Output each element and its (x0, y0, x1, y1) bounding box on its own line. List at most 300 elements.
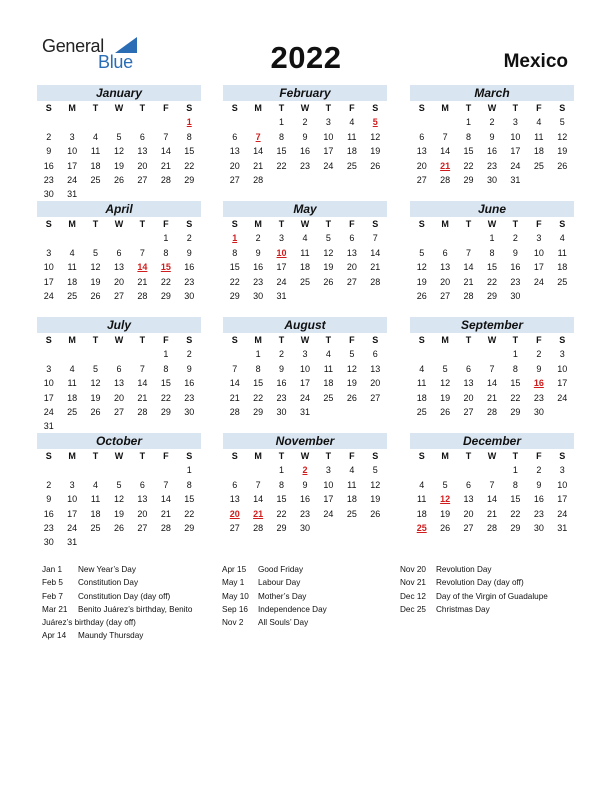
empty-day-cell (37, 347, 60, 361)
day-cell: 23 (510, 276, 521, 287)
weekday-label: F (349, 103, 355, 113)
empty-day-cell (60, 347, 83, 361)
day-cell: 4 (559, 233, 565, 244)
day-cell: 22 (160, 392, 171, 403)
day-cell: 6 (419, 131, 425, 142)
day-cell: 17 (510, 146, 521, 157)
day-cell: 18 (416, 508, 427, 519)
holiday-name: Revolution Day (day off) (436, 578, 524, 588)
holiday-entry (42, 629, 220, 642)
day-cell: 22 (510, 508, 521, 519)
holiday-entry (222, 603, 398, 616)
day-cell: 3 (536, 233, 542, 244)
day-cell: 29 (463, 174, 474, 185)
day-cell: 10 (533, 247, 544, 258)
weekday-label: T (465, 451, 472, 461)
day-cell: 29 (229, 290, 240, 301)
day-cell: 22 (229, 276, 240, 287)
day-cell: 13 (137, 146, 148, 157)
day-cell: 2 (536, 465, 542, 476)
day-cell: 29 (253, 406, 264, 417)
month-february (223, 85, 387, 187)
day-cell: 9 (279, 363, 285, 374)
day-cell: 5 (349, 349, 355, 360)
weekday-label: S (559, 219, 566, 229)
day-cell: 3 (325, 465, 331, 476)
day-cell: 16 (43, 508, 54, 519)
day-cell: 6 (232, 479, 238, 490)
week-row (223, 521, 387, 535)
day-cell: 5 (93, 363, 99, 374)
holiday-name: All Souls’ Day (258, 618, 309, 628)
day-cell: 4 (302, 233, 308, 244)
week-row (37, 115, 201, 129)
holiday-day-cell: 21 (440, 160, 451, 171)
day-cell: 24 (323, 508, 334, 519)
weekday-label: F (163, 335, 169, 345)
day-cell: 29 (160, 406, 171, 417)
week-row (223, 478, 387, 492)
day-cell: 6 (116, 247, 122, 258)
day-cell: 8 (512, 363, 518, 374)
day-cell: 26 (440, 406, 451, 417)
day-cell: 1 (512, 349, 518, 360)
day-cell: 16 (184, 378, 195, 389)
day-cell: 11 (534, 131, 544, 142)
week-row (223, 130, 387, 144)
day-cell: 5 (93, 247, 99, 258)
day-cell: 24 (299, 392, 310, 403)
week-row (37, 289, 201, 303)
weekday-label: W (487, 103, 497, 113)
weekday-label: S (372, 219, 379, 229)
week-row (223, 289, 387, 303)
day-cell: 27 (137, 174, 148, 185)
weekday-label: S (372, 103, 379, 113)
week-row (410, 405, 574, 419)
month-title: October (37, 433, 201, 449)
week-row (410, 159, 574, 173)
day-cell: 5 (116, 479, 122, 490)
day-cell: 8 (163, 247, 169, 258)
day-cell: 12 (90, 262, 101, 273)
day-cell: 29 (184, 522, 195, 533)
day-cell: 7 (232, 363, 238, 374)
day-cell: 23 (184, 276, 195, 287)
day-cell: 28 (486, 406, 497, 417)
empty-day-cell (223, 115, 246, 129)
day-cell: 23 (43, 174, 54, 185)
week-row (410, 115, 574, 129)
week-row (37, 130, 201, 144)
day-cell: 19 (90, 392, 101, 403)
week-row (37, 419, 201, 433)
holiday-day-cell: 16 (533, 378, 544, 389)
month-october (37, 433, 201, 550)
day-cell: 2 (255, 233, 261, 244)
day-cell: 3 (302, 349, 308, 360)
day-cell: 1 (489, 233, 495, 244)
day-cell: 8 (186, 131, 192, 142)
day-cell: 22 (160, 276, 171, 287)
day-cell: 6 (139, 479, 145, 490)
weekday-header (37, 449, 201, 463)
day-cell: 14 (486, 378, 497, 389)
day-cell: 14 (253, 146, 264, 157)
week-row (223, 159, 387, 173)
day-cell: 22 (253, 392, 264, 403)
day-cell: 27 (113, 290, 124, 301)
weekday-header (410, 333, 574, 347)
day-cell: 26 (416, 290, 427, 301)
day-cell: 20 (137, 160, 148, 171)
week-row (37, 347, 201, 361)
day-cell: 15 (486, 262, 497, 273)
day-cell: 3 (69, 131, 75, 142)
holiday-day-cell: 1 (232, 233, 238, 244)
day-cell: 8 (232, 247, 238, 258)
weekday-label: T (512, 219, 519, 229)
day-cell: 18 (346, 146, 357, 157)
empty-day-cell (246, 463, 269, 477)
day-cell: 9 (489, 131, 495, 142)
weekday-label: W (300, 335, 310, 345)
day-cell: 4 (69, 363, 75, 374)
day-cell: 25 (416, 406, 427, 417)
weekday-label: T (92, 219, 99, 229)
day-cell: 6 (232, 131, 238, 142)
holiday-entry (400, 576, 580, 589)
day-cell: 31 (67, 537, 78, 548)
weekday-label: M (441, 219, 449, 229)
holiday-day-cell: 12 (440, 494, 451, 505)
day-cell: 10 (67, 146, 78, 157)
weekday-label: S (559, 335, 566, 345)
weekday-label: S (186, 335, 193, 345)
day-cell: 3 (512, 117, 518, 128)
day-cell: 26 (370, 508, 381, 519)
day-cell: 15 (510, 494, 521, 505)
day-cell: 3 (69, 479, 75, 490)
holiday-list-column-1 (42, 563, 220, 643)
day-cell: 6 (372, 349, 378, 360)
empty-day-cell (84, 115, 107, 129)
empty-day-cell (107, 347, 130, 361)
day-cell: 24 (510, 160, 521, 171)
day-cell: 23 (533, 392, 544, 403)
weekday-header (223, 101, 387, 115)
week-row (410, 391, 574, 405)
week-row (223, 173, 387, 187)
holiday-date: Jan 1 (42, 565, 63, 574)
empty-day-cell (60, 463, 83, 477)
day-cell: 13 (229, 146, 240, 157)
week-row (37, 173, 201, 187)
day-cell: 10 (43, 378, 54, 389)
day-cell: 15 (184, 494, 195, 505)
day-cell: 7 (372, 233, 378, 244)
day-cell: 22 (184, 160, 195, 171)
day-cell: 2 (46, 479, 52, 490)
day-cell: 17 (557, 378, 568, 389)
day-cell: 27 (229, 522, 240, 533)
day-cell: 25 (533, 160, 544, 171)
weekday-label: F (349, 335, 355, 345)
day-cell: 31 (510, 174, 521, 185)
day-cell: 10 (299, 363, 310, 374)
day-cell: 30 (276, 406, 287, 417)
weekday-label: M (68, 103, 76, 113)
day-cell: 16 (253, 262, 264, 273)
day-cell: 17 (533, 262, 544, 273)
holiday-entry (400, 563, 580, 576)
weekday-label: M (68, 335, 76, 345)
day-cell: 21 (486, 508, 497, 519)
day-cell: 31 (299, 406, 310, 417)
day-cell: 19 (557, 146, 568, 157)
weekday-label: S (559, 103, 566, 113)
day-cell: 13 (137, 494, 148, 505)
week-row (410, 507, 574, 521)
week-row (223, 405, 387, 419)
day-cell: 31 (43, 421, 54, 432)
day-cell: 6 (349, 233, 355, 244)
day-cell: 3 (46, 363, 52, 374)
day-cell: 28 (463, 290, 474, 301)
weekday-label: S (186, 451, 193, 461)
day-cell: 8 (512, 479, 518, 490)
week-row (410, 492, 574, 506)
weekday-label: T (465, 103, 472, 113)
month-march (410, 85, 574, 187)
week-row (37, 405, 201, 419)
holiday-date: Nov 20 (400, 565, 426, 574)
weekday-label: S (186, 219, 193, 229)
weekday-label: T (139, 451, 146, 461)
empty-day-cell (223, 347, 246, 361)
day-cell: 21 (370, 262, 381, 273)
day-cell: 10 (557, 363, 568, 374)
day-cell: 7 (466, 247, 472, 258)
day-cell: 5 (325, 233, 331, 244)
weekday-label: T (278, 219, 285, 229)
week-row (410, 130, 574, 144)
weekday-label: S (372, 451, 379, 461)
day-cell: 19 (323, 262, 334, 273)
day-cell: 2 (279, 349, 285, 360)
day-cell: 8 (279, 479, 285, 490)
weekday-label: T (278, 335, 285, 345)
week-row (223, 492, 387, 506)
holiday-entry (42, 563, 220, 576)
day-cell: 1 (279, 465, 285, 476)
weekday-label: F (163, 451, 169, 461)
weekday-label: M (254, 103, 262, 113)
day-cell: 27 (346, 276, 357, 287)
day-cell: 14 (160, 146, 171, 157)
day-cell: 20 (463, 508, 474, 519)
day-cell: 14 (229, 378, 240, 389)
weekday-label: T (139, 335, 146, 345)
empty-day-cell (60, 115, 83, 129)
weekday-label: T (512, 335, 519, 345)
day-cell: 8 (186, 479, 192, 490)
day-cell: 21 (160, 160, 171, 171)
day-cell: 30 (533, 406, 544, 417)
day-cell: 14 (253, 494, 264, 505)
day-cell: 22 (486, 276, 497, 287)
empty-day-cell (84, 347, 107, 361)
day-cell: 21 (160, 508, 171, 519)
day-cell: 8 (163, 363, 169, 374)
weekday-label: T (92, 451, 99, 461)
empty-day-cell (410, 231, 433, 245)
day-cell: 9 (46, 494, 52, 505)
day-cell: 9 (302, 479, 308, 490)
month-title: December (410, 433, 574, 449)
empty-day-cell (246, 115, 269, 129)
weekday-label: S (45, 103, 52, 113)
day-cell: 5 (442, 479, 448, 490)
day-cell: 13 (113, 378, 124, 389)
holiday-name: Good Friday (258, 565, 304, 574)
weekday-label: S (45, 219, 52, 229)
day-cell: 23 (486, 160, 497, 171)
day-cell: 5 (372, 465, 378, 476)
week-row (223, 275, 387, 289)
weekday-label: S (231, 103, 238, 113)
empty-day-cell (131, 231, 154, 245)
holiday-day-cell: 21 (253, 508, 264, 519)
empty-day-cell (154, 463, 177, 477)
holiday-entry (42, 603, 220, 616)
weekday-label: W (487, 335, 497, 345)
weekday-label: S (45, 335, 52, 345)
day-cell: 8 (255, 363, 261, 374)
empty-day-cell (410, 463, 433, 477)
day-cell: 18 (299, 262, 310, 273)
weekday-label: M (68, 219, 76, 229)
weekday-label: S (231, 335, 238, 345)
week-row (223, 391, 387, 405)
weekday-header (410, 101, 574, 115)
day-cell: 24 (43, 406, 54, 417)
holiday-day-cell: 15 (160, 262, 171, 273)
day-cell: 15 (229, 262, 240, 273)
day-cell: 30 (533, 522, 544, 533)
day-cell: 24 (557, 392, 568, 403)
day-cell: 22 (184, 508, 195, 519)
week-row (223, 231, 387, 245)
day-cell: 23 (184, 392, 195, 403)
holiday-name: Juárez’s birthday (day off) (42, 618, 136, 628)
weekday-label: T (278, 451, 285, 461)
holiday-entry (42, 590, 220, 603)
weekday-label: F (536, 219, 542, 229)
day-cell: 26 (557, 160, 568, 171)
day-cell: 4 (536, 117, 542, 128)
day-cell: 15 (276, 146, 287, 157)
day-cell: 3 (279, 233, 285, 244)
empty-day-cell (131, 115, 154, 129)
weekday-label: W (487, 219, 497, 229)
week-row (37, 535, 201, 549)
day-cell: 26 (370, 160, 381, 171)
day-cell: 12 (346, 363, 357, 374)
day-cell: 9 (255, 247, 261, 258)
holiday-date: Nov 2 (222, 618, 244, 628)
day-cell: 19 (370, 494, 381, 505)
day-cell: 26 (323, 276, 334, 287)
week-row (410, 260, 574, 274)
day-cell: 17 (276, 262, 287, 273)
day-cell: 18 (557, 262, 568, 273)
day-cell: 12 (323, 247, 334, 258)
week-row (37, 521, 201, 535)
holiday-entry (42, 616, 220, 629)
holiday-date: Apr 14 (42, 631, 67, 641)
day-cell: 25 (557, 276, 568, 287)
day-cell: 9 (46, 146, 52, 157)
day-cell: 2 (536, 349, 542, 360)
weekday-label: T (325, 451, 332, 461)
day-cell: 11 (67, 262, 77, 273)
day-cell: 15 (276, 494, 287, 505)
day-cell: 26 (90, 290, 101, 301)
holiday-day-cell: 7 (255, 131, 261, 142)
day-cell: 9 (302, 131, 308, 142)
day-cell: 25 (90, 522, 101, 533)
day-cell: 12 (113, 146, 124, 157)
day-cell: 13 (416, 146, 427, 157)
holiday-day-cell: 10 (276, 247, 287, 258)
day-cell: 24 (557, 508, 568, 519)
month-july (37, 317, 201, 434)
day-cell: 29 (184, 174, 195, 185)
day-cell: 12 (416, 262, 427, 273)
holiday-date: May 1 (222, 578, 245, 588)
month-august (223, 317, 387, 419)
day-cell: 12 (370, 479, 381, 490)
empty-day-cell (60, 231, 83, 245)
day-cell: 3 (559, 465, 565, 476)
day-cell: 13 (370, 363, 381, 374)
weekday-label: S (418, 219, 425, 229)
week-row (37, 144, 201, 158)
day-cell: 6 (466, 479, 472, 490)
weekday-label: W (114, 219, 124, 229)
holiday-date: Dec 12 (400, 591, 426, 601)
holiday-day-cell: 25 (416, 522, 427, 533)
day-cell: 11 (417, 494, 427, 505)
week-row (223, 115, 387, 129)
day-cell: 22 (276, 508, 287, 519)
weekday-label: F (536, 103, 542, 113)
week-row (410, 246, 574, 260)
empty-day-cell (433, 231, 456, 245)
week-row (410, 362, 574, 376)
empty-day-cell (433, 463, 456, 477)
holiday-name: Independence Day (258, 604, 327, 614)
holiday-name: Revolution Day (436, 565, 492, 574)
day-cell: 19 (113, 508, 124, 519)
holiday-day-cell: 2 (302, 465, 308, 476)
week-row (410, 144, 574, 158)
weekday-label: M (441, 103, 449, 113)
day-cell: 20 (440, 276, 451, 287)
day-cell: 17 (299, 378, 310, 389)
day-cell: 2 (302, 117, 308, 128)
